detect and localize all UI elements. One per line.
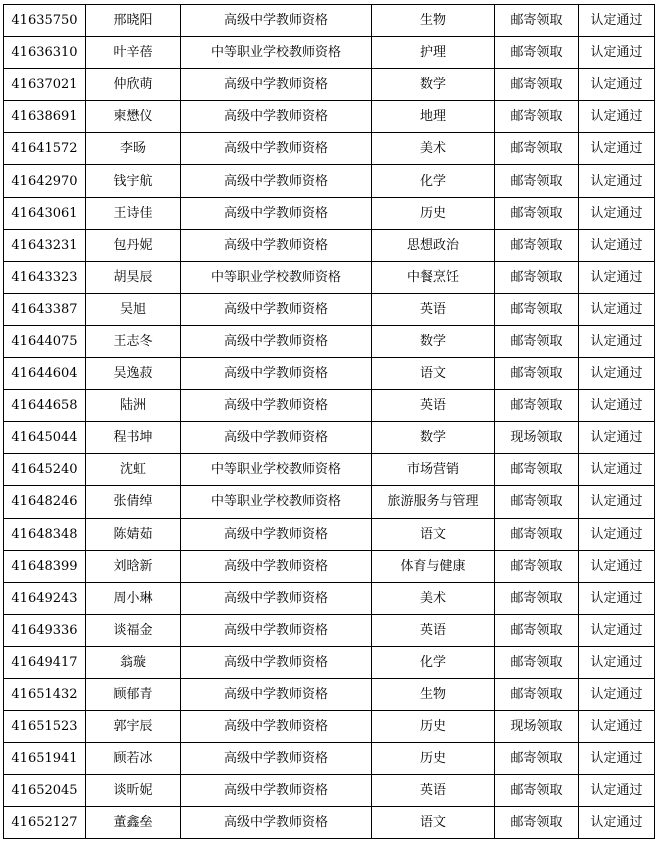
cell-certification-status: 认定通过 [579,422,655,454]
cell-applicant-name: 李旸 [86,133,181,165]
cell-certification-status: 认定通过 [579,133,655,165]
table-row [4,165,655,197]
table-row [4,582,655,614]
cell-subject: 历史 [372,197,495,229]
cell-applicant-name: 郭宇辰 [86,711,181,743]
cell-qualification-type: 高级中学教师资格 [181,197,372,229]
cell-subject: 生物 [372,5,495,37]
table-row [4,261,655,293]
cell-subject: 美术 [372,582,495,614]
table-row [4,69,655,101]
cell-certification-status: 认定通过 [579,293,655,325]
cell-applicant-id: 41651432 [4,678,86,710]
cell-qualification-type: 高级中学教师资格 [181,325,372,357]
cell-collection-method: 邮寄领取 [495,37,579,69]
cell-applicant-id: 41649243 [4,582,86,614]
cell-collection-method: 邮寄领取 [495,133,579,165]
table-row [4,390,655,422]
cell-collection-method: 邮寄领取 [495,165,579,197]
cell-collection-method: 邮寄领取 [495,518,579,550]
cell-applicant-id: 41651941 [4,743,86,775]
cell-certification-status: 认定通过 [579,743,655,775]
cell-applicant-id: 41636310 [4,37,86,69]
cell-subject: 生物 [372,678,495,710]
cell-qualification-type: 中等职业学校教师资格 [181,37,372,69]
cell-subject: 化学 [372,165,495,197]
cell-applicant-name: 仲欣萌 [86,69,181,101]
cell-applicant-name: 顾若冰 [86,743,181,775]
cell-certification-status: 认定通过 [579,518,655,550]
cell-applicant-name: 顾郁青 [86,678,181,710]
cell-qualification-type: 高级中学教师资格 [181,358,372,390]
cell-certification-status: 认定通过 [579,390,655,422]
cell-collection-method: 邮寄领取 [495,293,579,325]
cell-applicant-id: 41651523 [4,711,86,743]
cell-subject: 数学 [372,325,495,357]
cell-subject: 语文 [372,518,495,550]
cell-applicant-name: 吴逸菽 [86,358,181,390]
table-row [4,133,655,165]
cell-applicant-id: 41652045 [4,775,86,807]
cell-subject: 历史 [372,743,495,775]
cell-qualification-type: 高级中学教师资格 [181,807,372,839]
cell-certification-status: 认定通过 [579,358,655,390]
cell-collection-method: 邮寄领取 [495,101,579,133]
cell-subject: 市场营销 [372,454,495,486]
cell-certification-status: 认定通过 [579,614,655,646]
cell-qualification-type: 高级中学教师资格 [181,390,372,422]
table-row [4,614,655,646]
cell-collection-method: 邮寄领取 [495,743,579,775]
cell-qualification-type: 高级中学教师资格 [181,101,372,133]
cell-applicant-name: 叶辛蓓 [86,37,181,69]
cell-applicant-id: 41644658 [4,390,86,422]
cell-applicant-id: 41637021 [4,69,86,101]
cell-qualification-type: 高级中学教师资格 [181,743,372,775]
cell-applicant-name: 程书坤 [86,422,181,454]
cell-applicant-name: 刘晗新 [86,550,181,582]
cell-applicant-name: 柬懋仪 [86,101,181,133]
cell-subject: 语文 [372,358,495,390]
table-row [4,711,655,743]
cell-collection-method: 邮寄领取 [495,197,579,229]
cell-collection-method: 邮寄领取 [495,646,579,678]
cell-subject: 护理 [372,37,495,69]
cell-collection-method: 现场领取 [495,711,579,743]
cell-applicant-id: 41644604 [4,358,86,390]
cell-certification-status: 认定通过 [579,454,655,486]
cell-applicant-id: 41649336 [4,614,86,646]
table-row [4,454,655,486]
cell-applicant-name: 谈昕妮 [86,775,181,807]
cell-qualification-type: 高级中学教师资格 [181,5,372,37]
table-row [4,518,655,550]
cell-certification-status: 认定通过 [579,582,655,614]
cell-applicant-id: 41648246 [4,486,86,518]
cell-applicant-name: 王志冬 [86,325,181,357]
cell-qualification-type: 高级中学教师资格 [181,133,372,165]
table-row [4,37,655,69]
cell-qualification-type: 高级中学教师资格 [181,550,372,582]
cell-subject: 美术 [372,133,495,165]
table-row [4,197,655,229]
cell-subject: 英语 [372,775,495,807]
cell-certification-status: 认定通过 [579,807,655,839]
cell-certification-status: 认定通过 [579,646,655,678]
cell-subject: 数学 [372,422,495,454]
cell-applicant-name: 谈福金 [86,614,181,646]
cell-subject: 体育与健康 [372,550,495,582]
cell-applicant-id: 41638691 [4,101,86,133]
cell-qualification-type: 中等职业学校教师资格 [181,261,372,293]
cell-applicant-id: 41645044 [4,422,86,454]
cell-applicant-name: 邢晓阳 [86,5,181,37]
cell-qualification-type: 高级中学教师资格 [181,646,372,678]
cell-collection-method: 邮寄领取 [495,582,579,614]
cell-certification-status: 认定通过 [579,197,655,229]
cell-applicant-id: 41643231 [4,229,86,261]
cell-qualification-type: 高级中学教师资格 [181,711,372,743]
cell-subject: 中餐烹饪 [372,261,495,293]
cell-collection-method: 邮寄领取 [495,454,579,486]
cell-collection-method: 邮寄领取 [495,5,579,37]
cell-certification-status: 认定通过 [579,486,655,518]
cell-collection-method: 邮寄领取 [495,775,579,807]
cell-applicant-id: 41648348 [4,518,86,550]
cell-applicant-id: 41643387 [4,293,86,325]
cell-applicant-id: 41642970 [4,165,86,197]
cell-subject: 英语 [372,390,495,422]
cell-applicant-name: 张倩绰 [86,486,181,518]
table-row [4,422,655,454]
cell-applicant-name: 包丹妮 [86,229,181,261]
cell-applicant-id: 41652127 [4,807,86,839]
cell-applicant-name: 沈虹 [86,454,181,486]
cell-certification-status: 认定通过 [579,229,655,261]
cell-applicant-name: 董鑫垒 [86,807,181,839]
cell-collection-method: 邮寄领取 [495,390,579,422]
cell-subject: 思想政治 [372,229,495,261]
cell-collection-method: 邮寄领取 [495,325,579,357]
cell-qualification-type: 高级中学教师资格 [181,518,372,550]
cell-applicant-name: 翁璇 [86,646,181,678]
cell-applicant-name: 陈婧茹 [86,518,181,550]
cell-certification-status: 认定通过 [579,261,655,293]
cell-collection-method: 邮寄领取 [495,486,579,518]
table-body [4,5,655,839]
cell-subject: 历史 [372,711,495,743]
cell-applicant-name: 陆洲 [86,390,181,422]
cell-collection-method: 邮寄领取 [495,229,579,261]
cell-certification-status: 认定通过 [579,775,655,807]
cell-qualification-type: 高级中学教师资格 [181,775,372,807]
cell-certification-status: 认定通过 [579,37,655,69]
cell-certification-status: 认定通过 [579,69,655,101]
cell-collection-method: 邮寄领取 [495,261,579,293]
cell-applicant-name: 吴旭 [86,293,181,325]
cell-qualification-type: 高级中学教师资格 [181,678,372,710]
certification-table [3,4,655,839]
cell-collection-method: 邮寄领取 [495,614,579,646]
cell-applicant-id: 41643061 [4,197,86,229]
cell-applicant-id: 41649417 [4,646,86,678]
cell-qualification-type: 高级中学教师资格 [181,614,372,646]
cell-subject: 语文 [372,807,495,839]
cell-applicant-name: 钱宇航 [86,165,181,197]
cell-collection-method: 邮寄领取 [495,678,579,710]
cell-collection-method: 邮寄领取 [495,807,579,839]
cell-subject: 化学 [372,646,495,678]
cell-qualification-type: 高级中学教师资格 [181,165,372,197]
table-row [4,807,655,839]
table-row [4,743,655,775]
table-row [4,293,655,325]
cell-collection-method: 邮寄领取 [495,550,579,582]
cell-applicant-id: 41645240 [4,454,86,486]
cell-applicant-name: 周小琳 [86,582,181,614]
cell-applicant-id: 41648399 [4,550,86,582]
cell-certification-status: 认定通过 [579,5,655,37]
cell-qualification-type: 高级中学教师资格 [181,229,372,261]
table-row [4,775,655,807]
table-row [4,5,655,37]
cell-applicant-id: 41644075 [4,325,86,357]
cell-collection-method: 邮寄领取 [495,69,579,101]
cell-collection-method: 现场领取 [495,422,579,454]
cell-qualification-type: 高级中学教师资格 [181,422,372,454]
cell-subject: 英语 [372,614,495,646]
table-row [4,646,655,678]
cell-subject: 数学 [372,69,495,101]
cell-qualification-type: 中等职业学校教师资格 [181,454,372,486]
table-row [4,486,655,518]
cell-certification-status: 认定通过 [579,165,655,197]
table-row [4,358,655,390]
cell-subject: 地理 [372,101,495,133]
table-row [4,229,655,261]
cell-applicant-name: 胡昊辰 [86,261,181,293]
cell-qualification-type: 高级中学教师资格 [181,69,372,101]
table-row [4,550,655,582]
cell-subject: 英语 [372,293,495,325]
table-row [4,101,655,133]
cell-certification-status: 认定通过 [579,550,655,582]
cell-qualification-type: 高级中学教师资格 [181,582,372,614]
table-row [4,678,655,710]
cell-applicant-id: 41641572 [4,133,86,165]
cell-certification-status: 认定通过 [579,325,655,357]
cell-certification-status: 认定通过 [579,711,655,743]
cell-qualification-type: 中等职业学校教师资格 [181,486,372,518]
cell-collection-method: 邮寄领取 [495,358,579,390]
table-row [4,325,655,357]
cell-qualification-type: 高级中学教师资格 [181,293,372,325]
cell-certification-status: 认定通过 [579,678,655,710]
cell-applicant-id: 41635750 [4,5,86,37]
cell-applicant-name: 王诗佳 [86,197,181,229]
cell-certification-status: 认定通过 [579,101,655,133]
cell-applicant-id: 41643323 [4,261,86,293]
cell-subject: 旅游服务与管理 [372,486,495,518]
